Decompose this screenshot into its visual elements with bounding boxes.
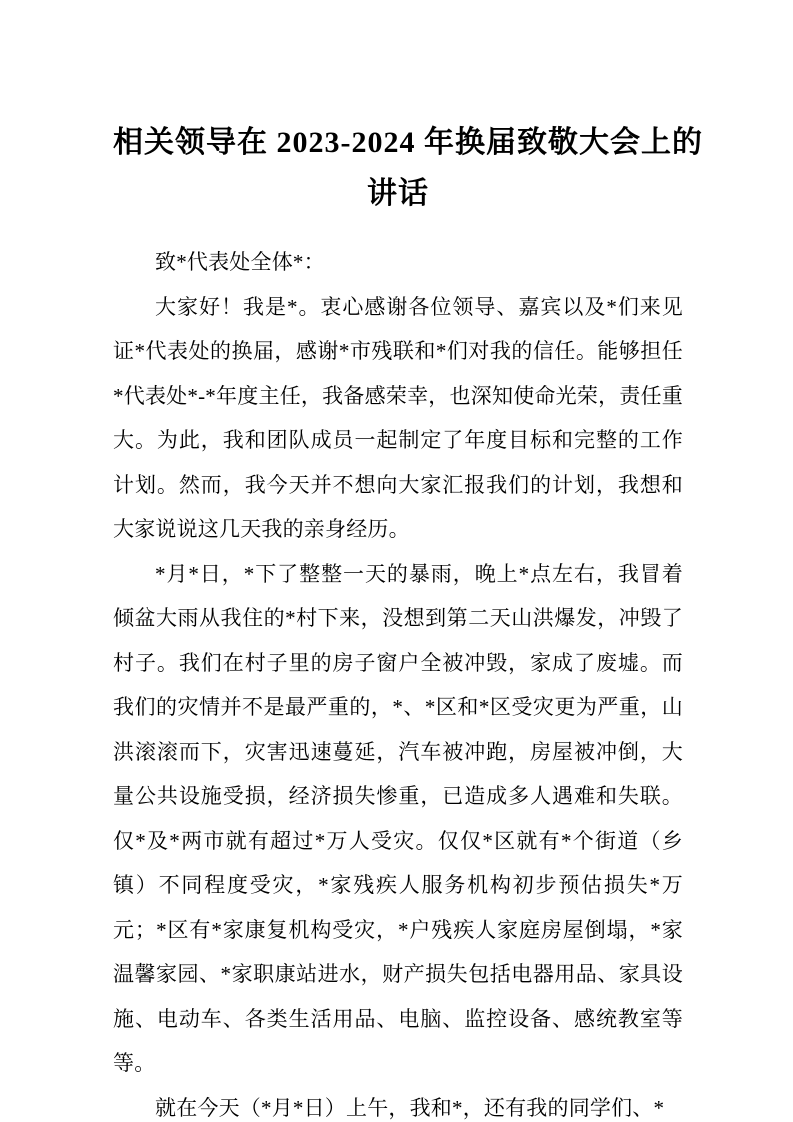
document-title-line-1: 相关领导在 2023-2024 年换届致敬大会上的: [113, 126, 703, 159]
document-body: [113, 240, 683, 1122]
paragraph-salutation: 致*代表处全体*：: [155, 250, 325, 274]
document-title-line-2: 讲话: [367, 177, 429, 210]
document-title: [113, 117, 703, 219]
paragraph-today: 就在今天（*月*日）上午，我和*，还有我的同学们、*: [155, 1095, 665, 1120]
paragraph-greeting: 大家好！我是*。衷心感谢各位领导、嘉宾以及*们来见证*代表处的换届，感谢*市残联和*们对我的信任。能够担任*代表处*-*年度主任，我备感荣幸，也深知使命光荣，责任重大。为此，我和团队成员一起制定了年度目标和完整的工作计划。然而，我今天并不想向大家汇报我们的计划，我想和大家说说这几天我的亲身经历。: [113, 294, 683, 541]
paragraph-flood-story: *月*日，*下了整整一天的暴雨，晚上*点左右，我冒着倾盆大雨从我住的*村下来，没想到第二天山洪爆发，冲毁了村子。我们在村子里的房子窗户全被冲毁，家成了废墟。而我们的灾情并不是最严重的，*、*区和*区受灾更为严重，山洪滚滚而下，灾害迅速蔓延，汽车被冲跑，房屋被冲倒，大量公共设施受损，经济损失惨重，已造成多人遇难和失联。仅*及*两市就有超过*万人受灾。仅仅*区就有*个街道（乡镇）不同程度受灾，*家残疾人服务机构初步预估损失*万元；*区有*家康复机构受灾，*户残疾人家庭房屋倒塌，*家温馨家园、*家职康站进水，财产损失包括电器用品、家具设施、电动车、各类生活用品、电脑、监控设备、感统教室等等。: [113, 561, 683, 1075]
